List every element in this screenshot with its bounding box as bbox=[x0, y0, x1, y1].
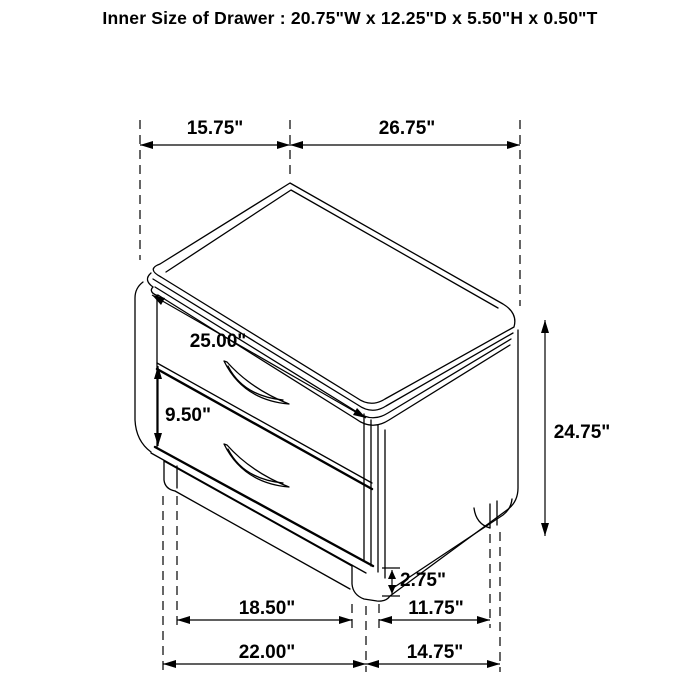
dim-top-depth bbox=[140, 118, 290, 149]
dim-label-base-height: 2.75" bbox=[400, 570, 446, 591]
dim-top-width bbox=[290, 118, 520, 149]
dim-label-base-front-width: 22.00" bbox=[238, 642, 296, 663]
dim-lower-drawer-height bbox=[154, 366, 211, 446]
dim-base-front-inner-width bbox=[177, 598, 352, 624]
nightstand-drawing bbox=[135, 183, 518, 601]
dim-label-lower-drawer-height: 9.50" bbox=[165, 405, 211, 426]
dim-label-base-side-depth: 14.75" bbox=[406, 642, 464, 663]
dim-base-front-width bbox=[163, 642, 366, 668]
dim-label-base-front-inner-width: 18.50" bbox=[238, 598, 296, 619]
drawer-bottom bbox=[151, 447, 373, 573]
dim-label-overall-height: 24.75" bbox=[553, 422, 611, 443]
dim-label-top-width: 26.75" bbox=[378, 118, 436, 139]
dim-base-height bbox=[382, 568, 446, 596]
dim-base-side-depth bbox=[366, 642, 500, 668]
dim-label-base-side-inner-depth: 11.75" bbox=[408, 598, 464, 619]
plinth-base bbox=[164, 461, 352, 589]
drawer-handle-bottom-icon bbox=[224, 444, 289, 487]
dim-label-top-depth: 15.75" bbox=[186, 118, 244, 139]
right-foot bbox=[474, 501, 497, 528]
dim-base-side-inner-depth bbox=[379, 598, 490, 624]
dim-overall-height bbox=[541, 320, 610, 536]
dim-label-drawer-front-width: 25.00" bbox=[189, 331, 247, 352]
page-title: Inner Size of Drawer : 20.75"W x 12.25"D x 5.50"H x 0.50"T bbox=[102, 8, 598, 28]
